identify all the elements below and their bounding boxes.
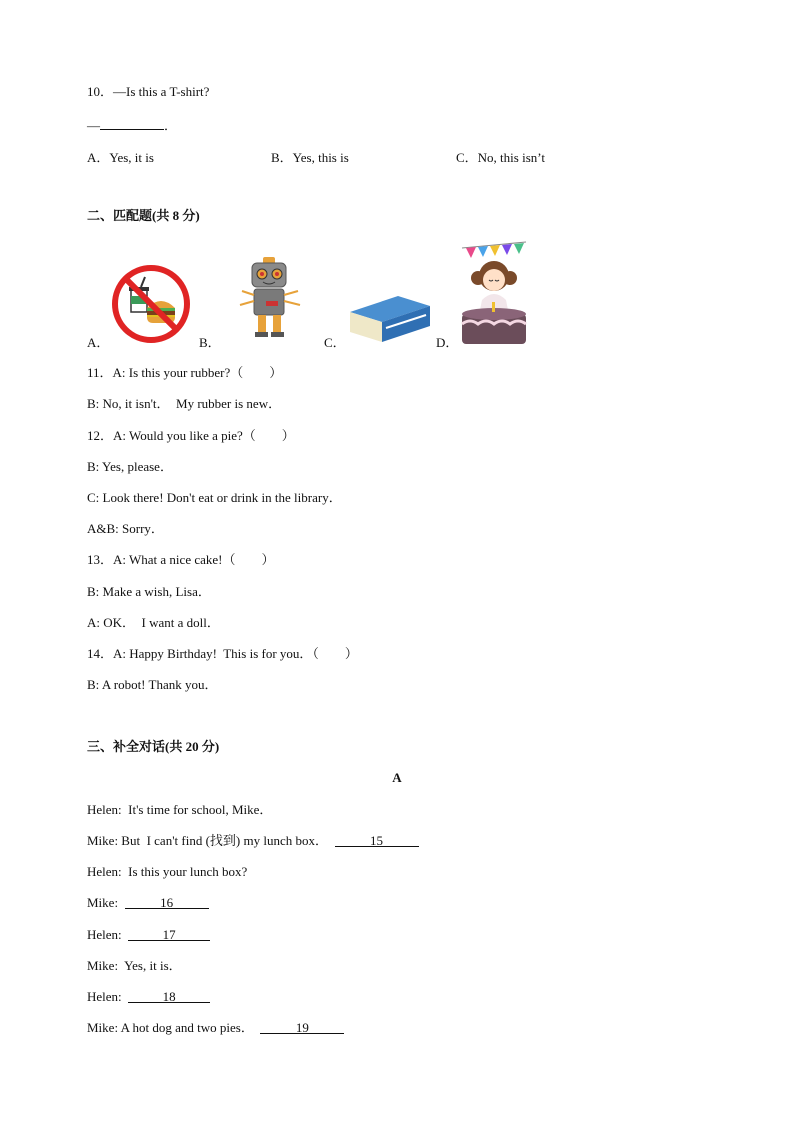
dialogue-text: Helen: It's time for school, Mike． (87, 802, 273, 817)
section2-heading: 二、匹配题(共 8 分) (87, 208, 200, 223)
q12-line-1: 12．A: Would you like a pie?（ ） (87, 428, 295, 443)
answer-dash: — (87, 118, 100, 133)
dialogue-text: Mike: (87, 895, 122, 910)
dialogue-line (87, 895, 209, 911)
blank-18[interactable]: 18 (128, 989, 210, 1003)
dialogue-text: Helen: Is this your lunch box? (87, 864, 248, 879)
dialogue-line (87, 958, 182, 974)
rubber-eraser-icon (346, 290, 432, 346)
dialogue-text: Helen: (87, 989, 125, 1004)
q11-line-1: 11．A: Is this your rubber?（ ） (87, 365, 283, 380)
section3-heading: 三、补全对话(共 20 分) (87, 739, 220, 754)
dialogue-line (87, 833, 419, 849)
q11-line-2: B: No, it isn't． My rubber is new． (87, 396, 282, 411)
q14-line-1: 14．A: Happy Birthday! This is for you．（ ） (87, 646, 358, 661)
dialogue-line (87, 1020, 344, 1036)
no-eating-drinking-sign-icon (109, 262, 193, 346)
q10-question: 10．—Is this a T-shirt? (87, 84, 210, 99)
answer-period: ． (164, 118, 178, 133)
dialogue-line (87, 864, 247, 880)
q14-line-2: B: A robot! Thank you． (87, 677, 218, 692)
dialogue-text: Helen: (87, 927, 125, 942)
dialogue-line (87, 927, 210, 943)
girl-birthday-cake-icon (458, 240, 530, 346)
q12-line-3: C: Look there! Don't eat or drink in the library． (87, 490, 342, 505)
q13-line-1: 13．A: What a nice cake!（ ） (87, 552, 275, 567)
q10-option-b[interactable]: B．Yes, this is (271, 150, 349, 165)
blank-16[interactable]: 16 (125, 895, 209, 909)
picture-label-c: C． (324, 335, 346, 350)
q10-answer-line (87, 116, 177, 134)
dialogue-line (87, 802, 272, 818)
blank-15[interactable]: 15 (335, 833, 419, 847)
dialogue-text: Mike: But I can't find (找到) my lunch box． (87, 833, 329, 848)
robot-icon (236, 255, 304, 339)
q10-option-a[interactable]: A．Yes, it is (87, 150, 154, 165)
q10-option-c[interactable]: C．No, this isn’t (456, 150, 545, 165)
dialogue-text: Mike: Yes, it is． (87, 958, 182, 973)
q12-line-4: A&B: Sorry． (87, 521, 164, 536)
q12-line-2: B: Yes, please． (87, 459, 173, 474)
dialogue-text: Mike: A hot dog and two pies． (87, 1020, 254, 1035)
answer-blank[interactable] (100, 116, 164, 130)
section3-subheading: A (392, 770, 402, 785)
blank-17[interactable]: 17 (128, 927, 210, 941)
q13-line-3: A: OK． I want a doll． (87, 615, 220, 630)
picture-label-a: A． (87, 335, 110, 350)
picture-label-d: D． (436, 335, 459, 350)
picture-label-b: B． (199, 335, 221, 350)
q13-line-2: B: Make a wish, Lisa． (87, 584, 211, 599)
dialogue-line (87, 989, 210, 1005)
blank-19[interactable]: 19 (260, 1020, 344, 1034)
